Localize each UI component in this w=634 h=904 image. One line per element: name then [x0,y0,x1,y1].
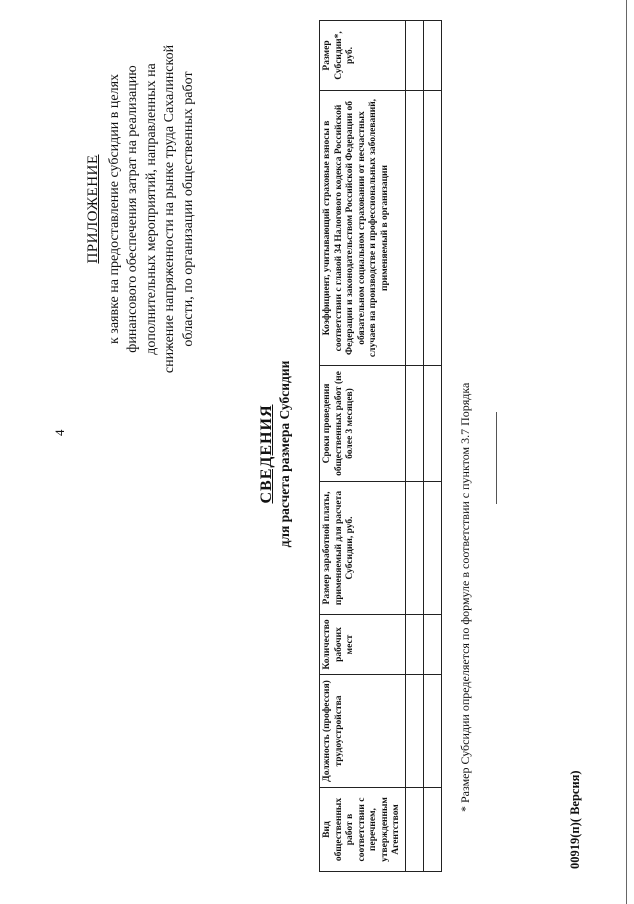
table-cell [423,788,441,872]
scan-edge-line [626,0,627,904]
appendix-line: к заявке на предоставление субсидии в целях [106,73,122,345]
document-heading [258,204,294,704]
col-subsidy-header: Размер Субсидии*, руб. [320,21,406,91]
col-period-header: Сроки проведения общественных работ (не более 3 месяцев) [320,366,406,482]
col-salary-header: Размер заработной платы, применяемый для расчета Субсидии, руб. [320,482,406,615]
table-cell [423,21,441,91]
table-row [423,21,441,872]
table-cell [423,366,441,482]
page-number: 4 [52,429,67,436]
document-code: 00919(п)( Версия) [568,770,582,869]
table-cell [405,91,423,366]
table-cell [405,615,423,675]
subsidy-table [319,20,442,872]
heading-title: СВЕДЕНИЯ [258,404,275,504]
table-cell [405,21,423,91]
table-header-row [320,21,406,872]
table-cell [405,675,423,788]
footnote: * Размер Субсидии определяется по формуле в соответствии с пунктом 3.7 Порядка [458,382,472,812]
col-coefficient-header: Коэффициент, учитывающий страховые взносы в соответствии с главой 34 Налогового кодекса Российской Федерации и законодательством Российской Федерации об обязательном социальном страховании от несчастных случаев на производстве и профессиональных заболеваний, применяемый в организации [320,91,406,366]
table-cell [423,675,441,788]
separator-line [496,412,497,504]
table-row [405,21,423,872]
table-cell [423,91,441,366]
col-position-header: Должность (профессия) трудоустройства [320,675,406,788]
appendix-line: снижение напряженности на рынке труда Сахалинской [162,44,177,374]
appendix-line: финансового обеспечения затрат на реализацию [125,65,140,353]
table-cell [405,366,423,482]
col-work-type-header: Вид общественных работ в соответствии с перечнем, утвержденным Агентством [320,788,406,872]
appendix-title: ПРИЛОЖЕНИЕ [85,154,101,264]
appendix-block [84,14,198,404]
col-jobs-count-header: Количество рабочих мест [320,615,406,675]
appendix-line: дополнительных мероприятий, направленных на [143,63,159,355]
table-cell [423,615,441,675]
heading-subtitle: для расчета размера Субсидии [277,360,292,548]
appendix-line: области, по организации общественных работ [180,71,196,347]
table-cell [405,788,423,872]
table-cell [405,482,423,615]
table-cell [423,482,441,615]
